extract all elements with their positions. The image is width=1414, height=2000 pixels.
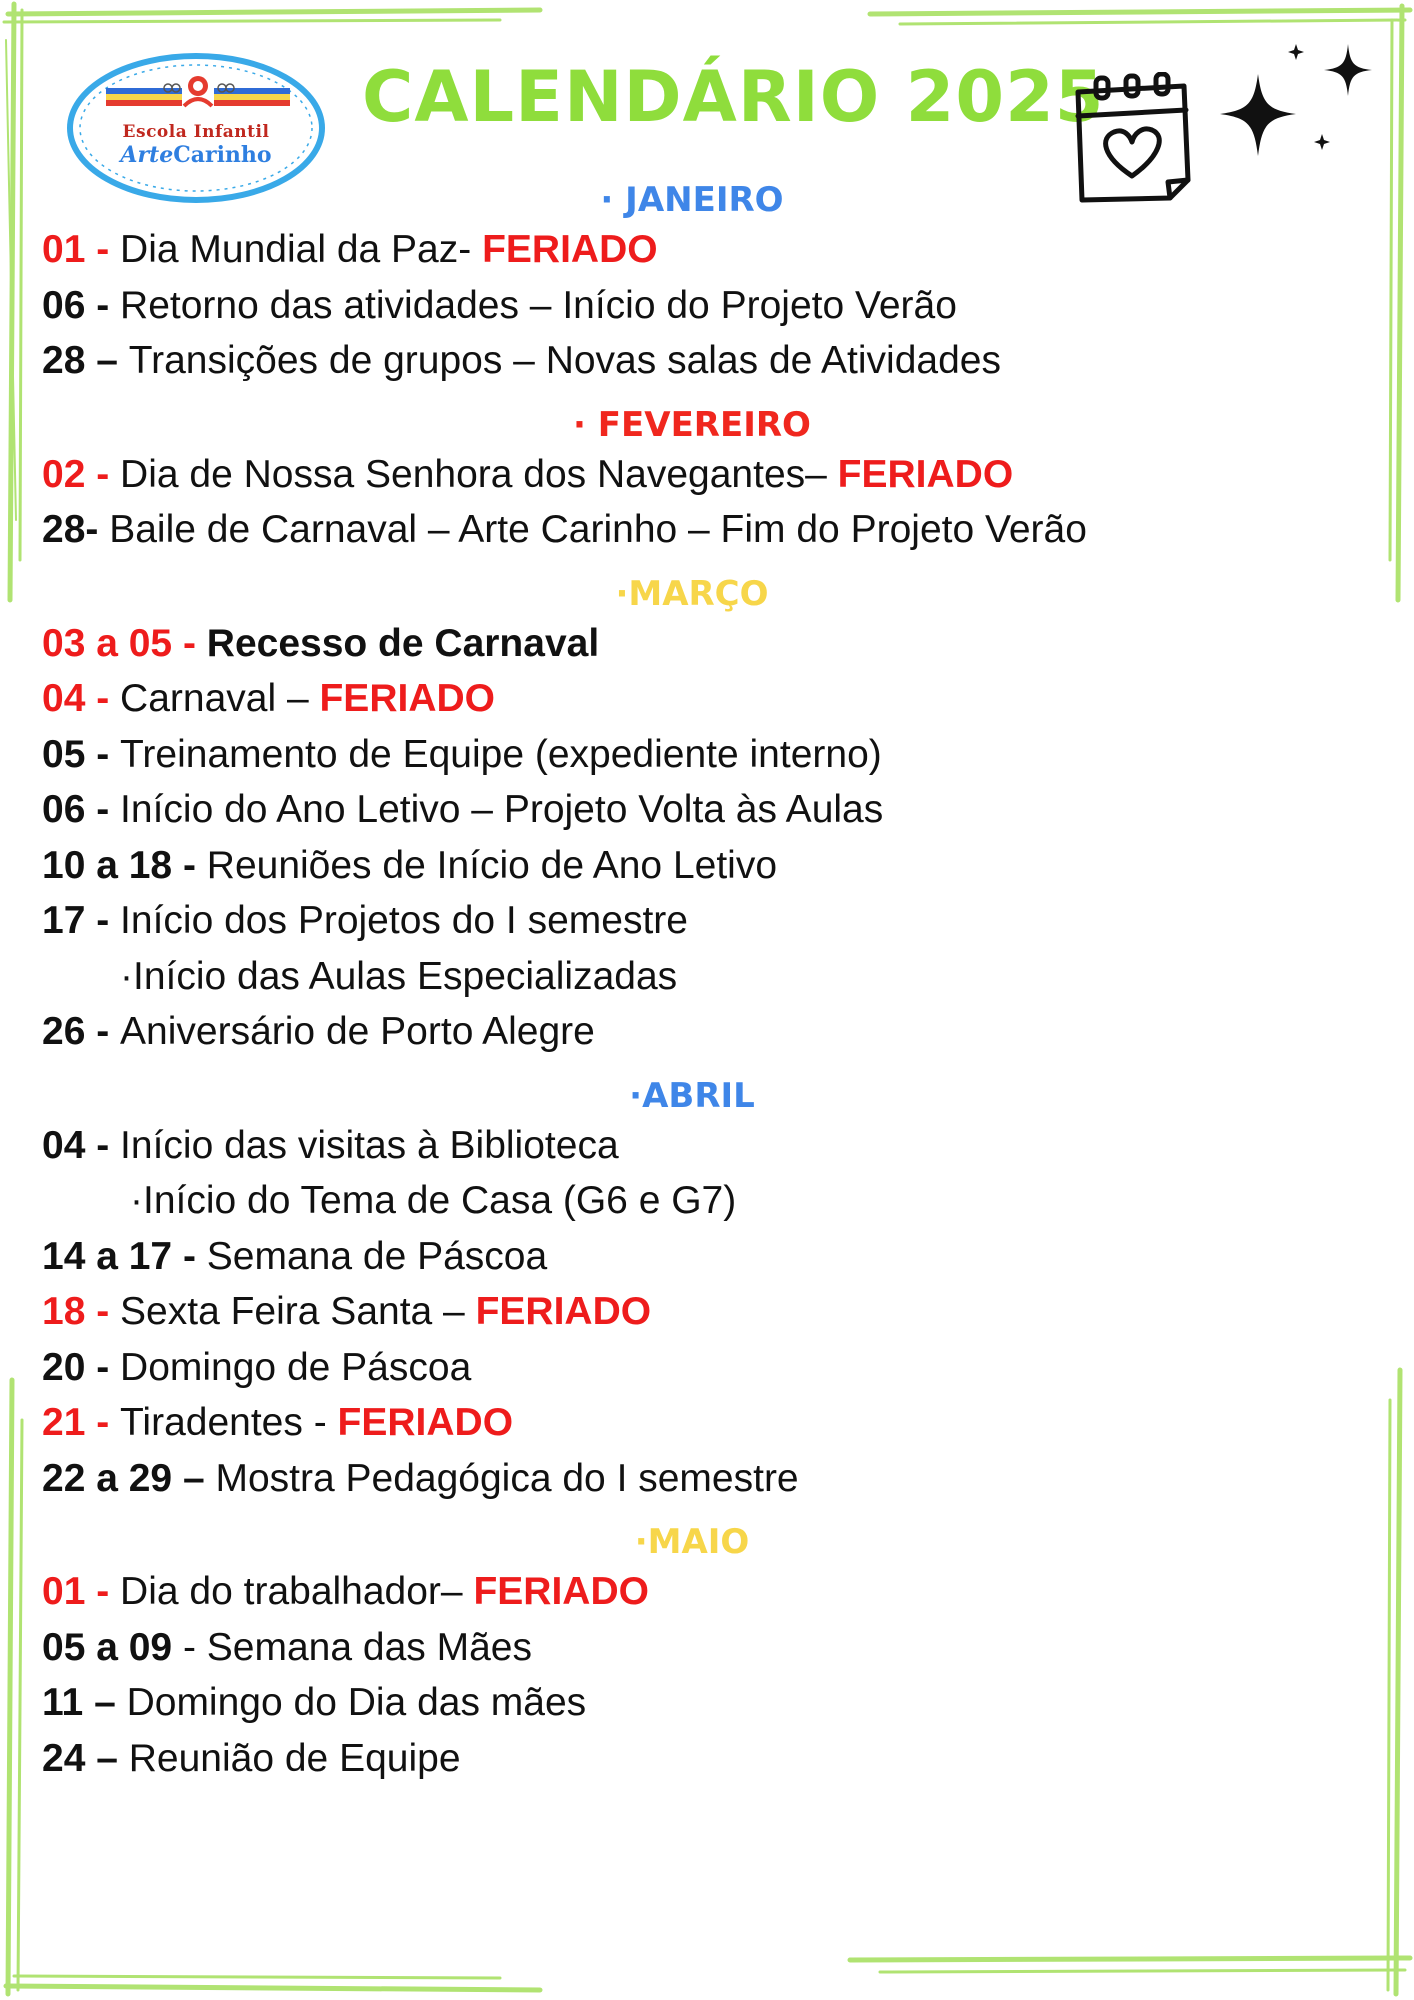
list-item bbox=[42, 1284, 1342, 1340]
list-item bbox=[42, 727, 1342, 783]
month-heading-maio: ·MAIO bbox=[634, 1522, 750, 1562]
list-item bbox=[42, 1395, 1342, 1451]
event-text: Dia de Nossa Senhora dos Navegantes– bbox=[120, 452, 838, 496]
list-item bbox=[42, 1675, 1342, 1731]
event-text: Recesso de Carnaval bbox=[206, 621, 600, 665]
holiday-tag: FERIADO bbox=[475, 1290, 652, 1333]
event-text: ·Início do Tema de Casa (G6 e G7) bbox=[130, 1179, 737, 1222]
event-text: Retorno das atividades – Início do Projeto Verão bbox=[120, 283, 957, 327]
event-date: 04 - bbox=[42, 1123, 121, 1167]
list-item bbox=[42, 1731, 1342, 1787]
event-date: 22 a 29 – bbox=[42, 1456, 216, 1500]
event-date: 01 - bbox=[42, 1570, 121, 1613]
list-item bbox=[42, 333, 1342, 389]
holiday-tag: FERIADO bbox=[337, 1401, 514, 1444]
holiday-tag: FERIADO bbox=[482, 228, 658, 271]
event-text: Reuniões de Início de Ano Letivo bbox=[206, 843, 778, 887]
event-date: 04 - bbox=[42, 677, 121, 720]
list-item bbox=[42, 1118, 1342, 1174]
event-date: 18 - bbox=[42, 1290, 121, 1333]
month-heading-janeiro: · JANEIRO bbox=[600, 180, 784, 220]
event-text: Sexta Feira Santa – bbox=[120, 1290, 476, 1333]
event-text: Domingo de Páscoa bbox=[120, 1345, 472, 1389]
event-text: Dia Mundial da Paz- bbox=[120, 228, 483, 271]
list-item bbox=[42, 447, 1342, 503]
event-date: 05 - bbox=[42, 732, 121, 776]
event-date: 26 - bbox=[42, 1010, 121, 1053]
list-item bbox=[42, 278, 1342, 334]
list-item bbox=[42, 222, 1342, 278]
event-date: 06 - bbox=[42, 283, 121, 327]
event-date: 01 - bbox=[42, 228, 121, 271]
logo-brand bbox=[64, 142, 328, 168]
event-text: Tiradentes - bbox=[120, 1401, 338, 1444]
event-text: Dia do trabalhador– bbox=[120, 1570, 474, 1613]
list-item bbox=[42, 1229, 1342, 1285]
event-date: 11 – bbox=[42, 1681, 127, 1724]
month-heading-abril: ·ABRIL bbox=[629, 1075, 755, 1116]
event-date: 10 a 18 - bbox=[42, 843, 207, 887]
logo-carinho: Carinho bbox=[173, 142, 272, 168]
logo-school-name: Escola Infantil bbox=[122, 122, 270, 142]
list-item bbox=[42, 671, 1342, 727]
holiday-tag: FERIADO bbox=[473, 1570, 649, 1613]
event-text: Treinamento de Equipe (expediente interno) bbox=[120, 732, 882, 776]
list-item bbox=[42, 1564, 1342, 1620]
event-text: Início do Ano Letivo – Projeto Volta às Aulas bbox=[120, 788, 884, 831]
event-text: Baile de Carnaval – Arte Carinho – Fim do Projeto Verão bbox=[109, 508, 1087, 551]
event-date: 05 a 09 bbox=[42, 1625, 173, 1669]
event-text: Domingo do Dia das mães bbox=[126, 1681, 587, 1724]
list-item bbox=[42, 1340, 1342, 1396]
logo-arte: Arte bbox=[120, 142, 174, 168]
list-item bbox=[42, 1620, 1342, 1676]
list-item bbox=[42, 1451, 1342, 1507]
calendar-list bbox=[42, 178, 1342, 1786]
event-date: 06 - bbox=[42, 788, 121, 831]
event-date: 28- bbox=[42, 508, 110, 551]
event-text: Início das visitas à Biblioteca bbox=[120, 1123, 619, 1167]
list-item bbox=[42, 782, 1342, 838]
holiday-tag: FERIADO bbox=[837, 452, 1014, 496]
event-date: 28 – bbox=[42, 339, 129, 382]
event-date: 03 a 05 - bbox=[42, 621, 207, 665]
sparkles-icon bbox=[1210, 38, 1390, 168]
list-item bbox=[42, 502, 1342, 558]
list-item bbox=[42, 893, 1342, 949]
event-date: 21 - bbox=[42, 1401, 121, 1444]
event-date: 02 - bbox=[42, 452, 121, 496]
holiday-tag: FERIADO bbox=[319, 677, 495, 720]
event-text: Transições de grupos – Novas salas de Atividades bbox=[128, 339, 1001, 382]
event-text: Mostra Pedagógica do I semestre bbox=[215, 1456, 799, 1500]
month-heading-fevereiro: · FEVEREIRO bbox=[573, 404, 811, 445]
event-text: Carnaval – bbox=[120, 677, 320, 720]
event-text: ·Início das Aulas Especializadas bbox=[120, 954, 678, 998]
list-item bbox=[42, 616, 1342, 672]
event-text: Reunião de Equipe bbox=[128, 1736, 461, 1780]
event-text: Início dos Projetos do I semestre bbox=[120, 899, 688, 942]
month-heading-marco: ·MARÇO bbox=[615, 573, 769, 614]
event-text: - Semana das Mães bbox=[172, 1625, 532, 1669]
list-item bbox=[42, 949, 1342, 1005]
event-date: 24 – bbox=[42, 1736, 129, 1780]
event-text: Aniversário de Porto Alegre bbox=[120, 1010, 595, 1053]
list-item bbox=[42, 838, 1342, 894]
list-item bbox=[42, 1173, 1342, 1229]
event-date: 20 - bbox=[42, 1345, 121, 1389]
event-date: 14 a 17 - bbox=[42, 1234, 207, 1278]
list-item bbox=[42, 1004, 1342, 1060]
page-title: CALENDÁRIO 2025 bbox=[362, 56, 1105, 138]
event-text: Semana de Páscoa bbox=[206, 1234, 548, 1278]
event-date: 17 - bbox=[42, 899, 121, 942]
